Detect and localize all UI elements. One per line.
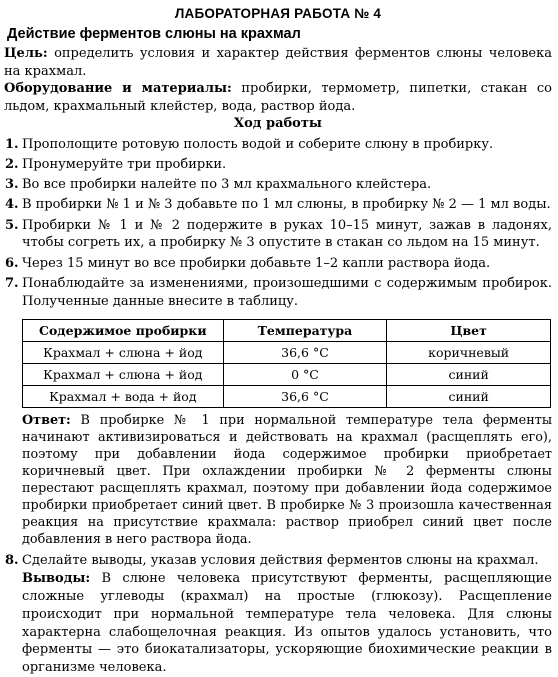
step-number: 2. bbox=[5, 156, 19, 172]
steps-list bbox=[4, 136, 552, 311]
page-title: ЛАБОРАТОРНАЯ РАБОТА № 4 bbox=[174, 6, 382, 21]
table-cell: 36,6 °C bbox=[223, 341, 387, 363]
step-text: Пронумеруйте три пробирки. bbox=[22, 156, 227, 172]
goal-paragraph bbox=[4, 45, 552, 80]
table-cell: Крахмал + вода + йод bbox=[23, 385, 224, 407]
conclusions-text: В слюне человека присутствуют ферменты, расщепляющие сложные углеводы (крахмал) на простые (глюкозу). Расщепление происходит при нормальной температуре тела человека. Для слюны характерна слабощелочная реакция. Из опытов удалось установить, что ферменты — это биокатализаторы, ускоряющие биохимические реакции в организме человека. bbox=[22, 571, 552, 676]
table-header-row bbox=[23, 319, 551, 341]
step-item bbox=[4, 156, 552, 174]
table-row bbox=[23, 385, 551, 407]
step-number: 7. bbox=[5, 276, 19, 292]
step-item bbox=[4, 255, 552, 273]
step-text: Прополощите ротовую полость водой и соберите слюну в пробирку. bbox=[22, 136, 494, 152]
table-cell: коричневый bbox=[387, 341, 551, 363]
step-item bbox=[4, 217, 552, 253]
page-subtitle: Действие ферментов слюны на крахмал bbox=[7, 26, 301, 42]
table-cell: 36,6 °C bbox=[223, 385, 387, 407]
step-text: Во все пробирки налейте по 3 мл крахмального клейстера. bbox=[22, 177, 432, 193]
answer-text: В пробирке № 1 при нормальной температуре тела ферменты начинают активизироваться и действовать на крахмал (расщеплять его), поэтому при добавлении йода содержимое пробирки приобретает коричневый цвет. При охлаждении пробирки № 2 ферменты слюны перестают расщеплять крахмал, поэтому при добавлении йода содержимое пробирки приобретает синий цвет. В пробирке № 3 произошла качественная реакция на присутствие крахмала: раствор приобрел синий цвет после добавления в него раствора йода. bbox=[22, 412, 553, 548]
procedure-heading: Ход работы bbox=[234, 116, 322, 131]
step-text: В пробирки № 1 и № 3 добавьте по 1 мл слюны, в пробирку № 2 — 1 мл воды. bbox=[22, 197, 551, 213]
step-item bbox=[4, 176, 552, 194]
step-number: 5. bbox=[5, 217, 19, 233]
table-header-color: Цвет bbox=[387, 319, 551, 341]
equipment-label: Оборудование и материалы: bbox=[4, 81, 232, 96]
step-item bbox=[4, 275, 552, 311]
table-cell: 0 °C bbox=[223, 363, 387, 385]
step-number: 3. bbox=[5, 177, 19, 193]
table-cell: синий bbox=[387, 363, 551, 385]
equipment-text: пробирки, термометр, пипетки, стакан со льдом, крахмальный клейстер, вода, раствор йода. bbox=[4, 81, 552, 114]
results-table bbox=[22, 319, 551, 408]
step-text: Через 15 минут во все пробирки добавьте 1–2 капли раствора йода. bbox=[22, 255, 491, 271]
step-text: Пробирки № 1 и № 2 подержите в руках 10–15 минут, зажав в ладонях, чтобы согреть их, а пробирку № 3 опустите в стакан со льдом на 15 минут. bbox=[22, 217, 552, 251]
step-text: Понаблюдайте за изменениями, произошедшими с содержимым пробирок. Полученные данные внесите в таблицу. bbox=[22, 276, 552, 309]
table-row bbox=[23, 363, 551, 385]
conclusions-label: Выводы: bbox=[22, 571, 91, 587]
step-text bbox=[22, 552, 552, 677]
table-cell: Крахмал + слюна + йод bbox=[23, 363, 224, 385]
table-cell: синий bbox=[387, 385, 551, 407]
answer-label: Ответ: bbox=[22, 412, 71, 428]
steps-list-final bbox=[4, 552, 552, 677]
step-number: 4. bbox=[5, 197, 19, 213]
step-number: 8. bbox=[5, 553, 19, 569]
goal-label: Цель: bbox=[4, 46, 48, 61]
step-item bbox=[4, 196, 552, 214]
step-item bbox=[4, 136, 552, 154]
goal-text: определить условия и характер действия ферментов слюны человека на крахмал. bbox=[4, 46, 552, 79]
step-number: 6. bbox=[5, 255, 19, 271]
step-item bbox=[4, 552, 552, 677]
table-cell: Крахмал + слюна + йод bbox=[23, 341, 224, 363]
table-row bbox=[23, 341, 551, 363]
table-header-contents: Содержимое пробирки bbox=[23, 319, 224, 341]
table-header-temperature: Температура bbox=[223, 319, 387, 341]
equipment-paragraph bbox=[4, 80, 552, 115]
step8-text: Сделайте выводы, указав условия действия ферментов слюны на крахмал. bbox=[22, 553, 539, 569]
answer-paragraph bbox=[22, 412, 552, 549]
step-number: 1. bbox=[5, 136, 19, 152]
